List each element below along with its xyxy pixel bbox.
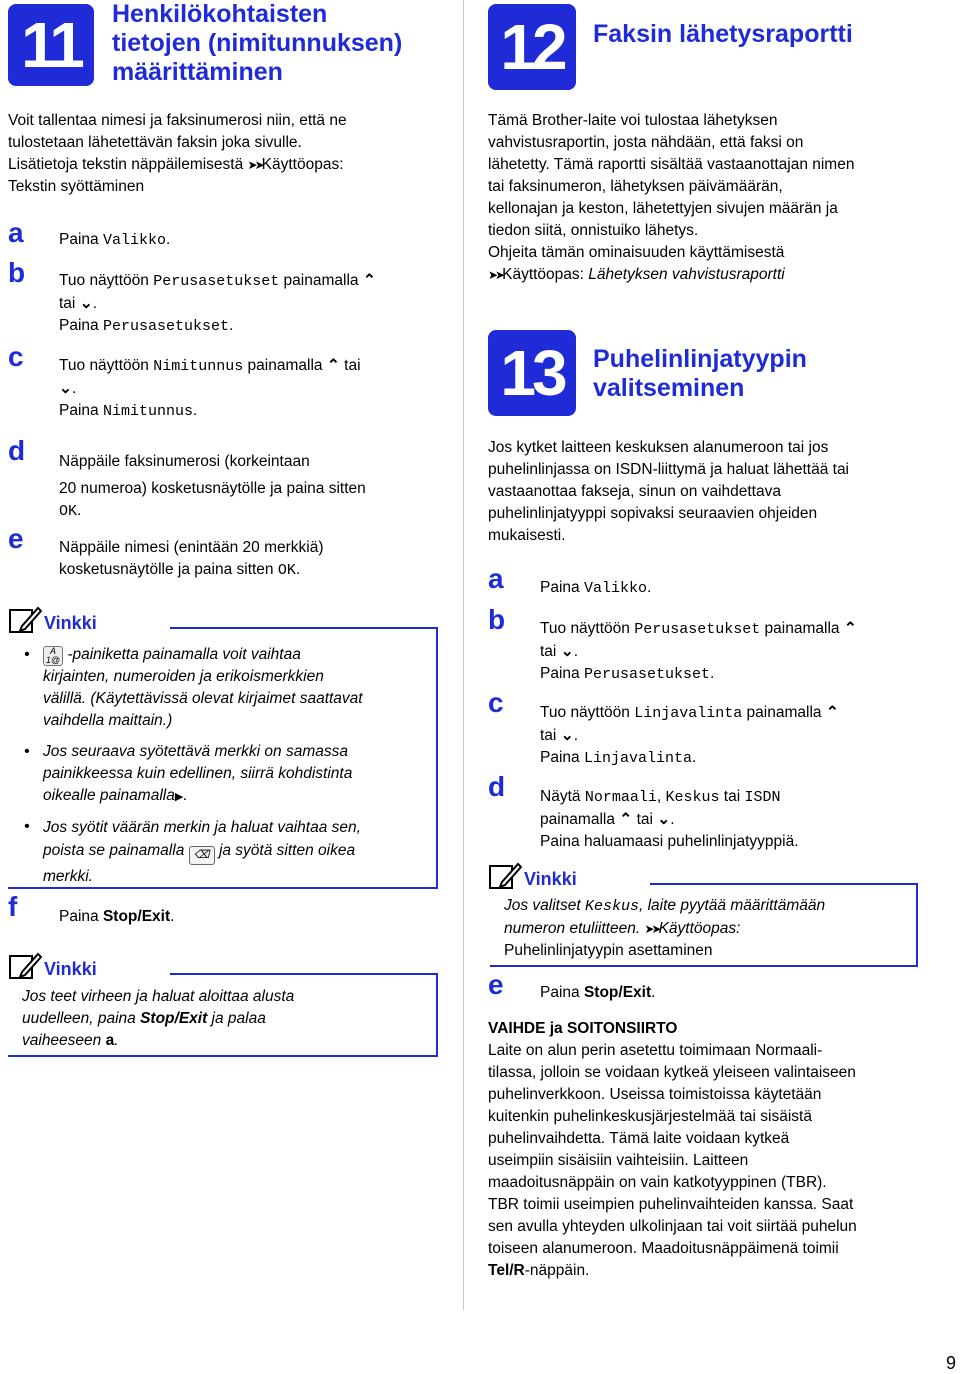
bullet: • [24, 743, 30, 760]
step-number-badge: 13 [488, 330, 576, 416]
section-12-paragraph: Tämä Brother-laite voi tulostaa lähetyksen vahvistusraportin, josta nähdään, että faksi on lähetetty. Tämä raportti sisältää vastaanottajan nimen tai faksinumeron, lähetyksen päivämäärän, kellonajan ja keston, lähetettyjen sivujen määrän ja tiedon siitä, onnistuiko lähetys. Ohjeita tämän ominaisuuden käyttämisestä ➤➤Käyttöopas: Lähetyksen vahvistusraportti [488, 112, 855, 283]
step-d: Näppäile faksinumerosi (korkeintaan 20 numeroa) kosketusnäytölle ja paina sitten OK. [59, 453, 366, 520]
step-f: Paina Stop/Exit. [59, 908, 175, 925]
up-arrow-icon: ⌃ [362, 272, 376, 289]
tip-content: Jos teet virheen ja haluat aloittaa alusta uudelleen, paina Stop/Exit ja palaa vaiheeseen a. [22, 988, 295, 1049]
step-c: Tuo näyttöön Nimitunnus painamalla ⌃ tai ⌄. Paina Nimitunnus. [59, 357, 361, 420]
double-arrow-icon: ➤➤ [247, 158, 262, 172]
step-number-badge: 11 [8, 4, 94, 86]
bullet: • [24, 646, 30, 663]
section-13-intro: Jos kytket laitteen keskuksen alanumeroon tai jos puhelinlinjassa on ISDN-liittymä ja haluat lähettää tai vastaanottaa fakseja, sinun on vaihdettava puhelinlinjatyyppi sopivaksi seuraavien ohjeiden mukaisesti. [488, 439, 850, 544]
section-title: Henkilökohtaisten tietojen (nimitunnuksen) määrittäminen [112, 0, 403, 86]
step-letter-a: a [488, 563, 504, 594]
up-arrow-icon: ⌃ [843, 620, 857, 637]
step-a: Paina Valikko. [540, 579, 652, 597]
step-b: Tuo näyttöön Perusasetukset painamalla ⌃ tai ⌄. Paina Perusasetukset. [540, 620, 857, 683]
right-arrow-icon: ▶ [174, 791, 184, 803]
keyboard-toggle-icon: A 1@ [43, 646, 63, 666]
page-number: 9 [945, 1353, 956, 1373]
column-divider [463, 0, 464, 1310]
step-d: Näytä Normaali, Keskus tai ISDN painamalla ⌃ tai ⌄. Paina haluamaasi puhelinlinjatyyppiä. [540, 788, 799, 850]
step-letter-b: b [8, 257, 26, 288]
down-arrow-icon: ⌄ [79, 295, 93, 312]
step-e: Paina Stop/Exit. [540, 984, 656, 1001]
step-b: Tuo näyttöön Perusasetukset painamalla ⌃ tai ⌄. Paina Perusasetukset. [59, 272, 376, 335]
step-letter-c: c [8, 341, 24, 372]
double-arrow-icon: ➤➤ [488, 268, 503, 282]
step-letter-a: a [8, 217, 24, 248]
section-title: Puhelinlinjatyypin valitseminen [593, 345, 807, 402]
step-e: Näppäile nimesi (enintään 20 merkkiä) kosketusnäytölle ja paina sitten OK. [59, 539, 324, 579]
step-letter-f: f [8, 891, 18, 922]
subheading: VAIHDE ja SOITONSIIRTO [488, 1020, 678, 1037]
double-arrow-icon: ➤➤ [644, 922, 659, 936]
step-letter-d: d [8, 435, 26, 466]
bullet: • [24, 818, 30, 835]
tip-content: Jos valitset Keskus, laite pyytää määrittämään numeron etuliitteen. ➤➤Käyttöopas: Puhelinlinjatyypin asettaminen [504, 897, 826, 959]
step-letter-e: e [488, 969, 504, 1000]
up-arrow-icon: ⌃ [326, 357, 340, 374]
tip-title: Vinkki [524, 869, 577, 889]
step-number-badge: 12 [488, 4, 576, 90]
step-c: Tuo näyttöön Linjavalinta painamalla ⌃ tai ⌄. Paina Linjavalinta. [540, 704, 839, 767]
step-letter-b: b [488, 604, 506, 635]
tip-title: Vinkki [44, 613, 97, 633]
step-letter-c: c [488, 687, 504, 718]
down-arrow-icon: ⌄ [560, 643, 574, 660]
backspace-icon: ⌫ [189, 846, 215, 865]
up-arrow-icon: ⌃ [619, 811, 633, 828]
down-arrow-icon: ⌄ [560, 727, 574, 744]
pbx-paragraph: Laite on alun perin asetettu toimimaan Normaali- tilassa, jolloin se voidaan kytkeä yleiseen valintaiseen puhelinverkkoon. Useissa toimistoissa käytetään kuitenkin puhelinkeskusjärjestelmää tai sisäistä puhelinvaihdetta. Tämä laite voidaan kytkeä useimpiin sisäisiin vaihteisiin. Laitteen maadoitusnäppäin on vain katkotyyppinen (TBR). TBR toimii useimpien puhelinvaihteiden kanssa. Saat sen avulla yhteyden ulkolinjaan tai voit siirtää puhelun toiseen alanumeroon. Maadoitusnäppäimenä toimii Tel/R-näppäin. [488, 1042, 857, 1279]
intro-paragraph: Voit tallentaa nimesi ja faksinumerosi niin, että ne tulostetaan lähetettävän faksin joka sivulle. Lisätietoja tekstin näppäilemisestä ➤➤Käyttöopas: Tekstin syöttäminen [8, 112, 347, 195]
down-arrow-icon: ⌄ [59, 380, 72, 397]
step-letter-e: e [8, 523, 24, 554]
step-letter-d: d [488, 771, 506, 802]
step-a: Paina Valikko. [59, 231, 171, 249]
up-arrow-icon: ⌃ [825, 704, 839, 721]
down-arrow-icon: ⌄ [657, 811, 671, 828]
tip-title: Vinkki [44, 959, 97, 979]
section-title: Faksin lähetysraportti [593, 20, 853, 48]
